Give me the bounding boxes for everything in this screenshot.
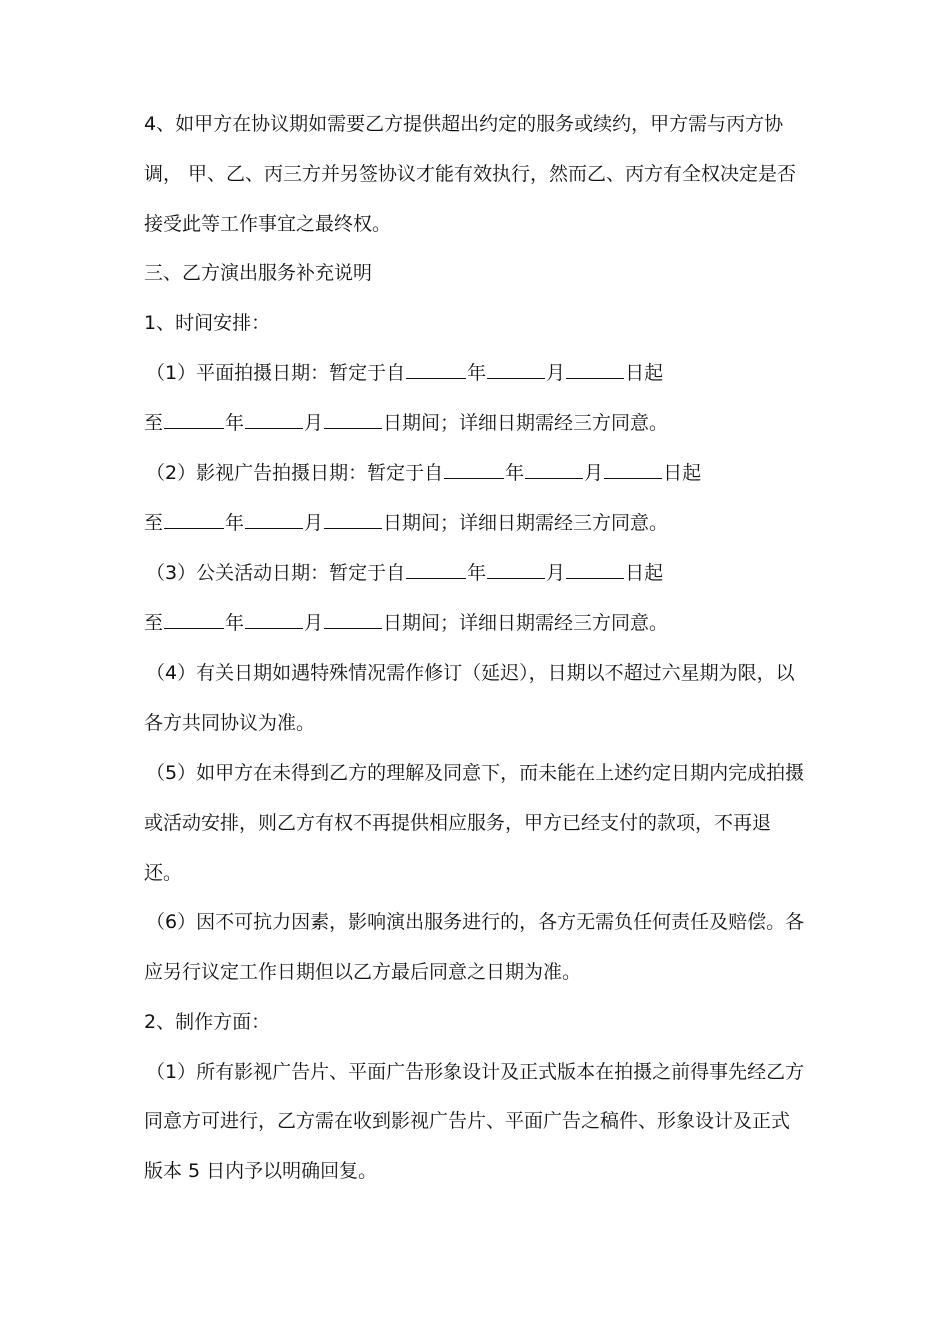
day-unit: 日期间；详细日期需经三方同意。 (383, 512, 669, 534)
month-unit: 月 (304, 512, 324, 534)
year-unit: 年 (225, 412, 245, 434)
schedule-start-line (146, 460, 701, 486)
year-unit: 年 (505, 462, 525, 484)
month-unit: 月 (304, 612, 324, 634)
paragraph-line: （1）所有影视广告片、平面广告形象设计及正式版本在拍摄之前得事先经乙方 (146, 1061, 805, 1083)
day-unit: 日期间；详细日期需经三方同意。 (383, 412, 669, 434)
day-blank[interactable] (324, 410, 382, 429)
day-unit: 日起 (625, 362, 664, 384)
day-blank[interactable] (566, 560, 624, 579)
day-unit: 日起 (663, 462, 702, 484)
to-label: 至 (144, 512, 164, 534)
day-blank[interactable] (324, 610, 382, 629)
month-unit: 月 (584, 462, 604, 484)
schedule-end-line (144, 510, 668, 536)
schedule-label: （2）影视广告拍摄日期：暂定于自 (146, 462, 444, 484)
month-unit: 月 (546, 562, 566, 584)
month-blank[interactable] (487, 360, 545, 379)
year-blank[interactable] (164, 610, 224, 629)
year-blank[interactable] (406, 560, 466, 579)
day-blank[interactable] (604, 460, 662, 479)
year-unit: 年 (225, 512, 245, 534)
year-blank[interactable] (164, 410, 224, 429)
year-blank[interactable] (164, 510, 224, 529)
paragraph-line: 各方共同协议为准。 (144, 712, 316, 734)
to-label: 至 (144, 612, 164, 634)
schedule-end-line (144, 610, 668, 636)
paragraph-line: （6）因不可抗力因素，影响演出服务进行的，各方无需负任何责任及赔偿。各 (146, 911, 805, 933)
year-blank[interactable] (444, 460, 504, 479)
subsection-heading: 1、时间安排： (144, 312, 271, 334)
paragraph-line: 4、如甲方在协议期如需要乙方提供超出约定的服务或续约，甲方需与丙方协 (144, 113, 784, 135)
month-blank[interactable] (245, 610, 303, 629)
schedule-end-line (144, 410, 668, 436)
subsection-heading: 2、制作方面： (144, 1011, 271, 1033)
year-unit: 年 (225, 612, 245, 634)
paragraph-line: （5）如甲方在未得到乙方的理解及同意下，而未能在上述约定日期内完成拍摄 (146, 762, 805, 784)
day-unit: 日期间；详细日期需经三方同意。 (383, 612, 669, 634)
paragraph-line: 应另行议定工作日期但以乙方最后同意之日期为准。 (144, 961, 582, 983)
section-heading: 三、乙方演出服务补充说明 (144, 262, 373, 284)
paragraph-line: 接受此等工作事宜之最终权。 (144, 213, 392, 235)
paragraph-line: 或活动安排，则乙方有权不再提供相应服务，甲方已经支付的款项，不再退 (144, 812, 772, 834)
month-blank[interactable] (525, 460, 583, 479)
month-blank[interactable] (245, 410, 303, 429)
month-blank[interactable] (245, 510, 303, 529)
to-label: 至 (144, 412, 164, 434)
year-blank[interactable] (406, 360, 466, 379)
paragraph-line: 调， 甲、乙、丙三方并另签协议才能有效执行，然而乙、丙方有全权决定是否 (144, 163, 797, 185)
year-unit: 年 (467, 362, 487, 384)
schedule-label: （3）公关活动日期：暂定于自 (146, 562, 406, 584)
day-blank[interactable] (324, 510, 382, 529)
year-unit: 年 (467, 562, 487, 584)
month-unit: 月 (546, 362, 566, 384)
schedule-start-line (146, 360, 663, 386)
paragraph-line: 版本 5 日内予以明确回复。 (144, 1160, 378, 1182)
schedule-label: （1）平面拍摄日期：暂定于自 (146, 362, 406, 384)
month-blank[interactable] (487, 560, 545, 579)
paragraph-line: 同意方可进行，乙方需在收到影视广告片、平面广告之稿件、形象设计及正式 (144, 1110, 791, 1132)
month-unit: 月 (304, 412, 324, 434)
paragraph-line: 还。 (144, 862, 183, 884)
schedule-start-line (146, 560, 663, 586)
day-blank[interactable] (566, 360, 624, 379)
paragraph-line: （4）有关日期如遇特殊情况需作修订（延迟），日期以不超过六星期为限，以 (146, 662, 795, 684)
day-unit: 日起 (625, 562, 664, 584)
